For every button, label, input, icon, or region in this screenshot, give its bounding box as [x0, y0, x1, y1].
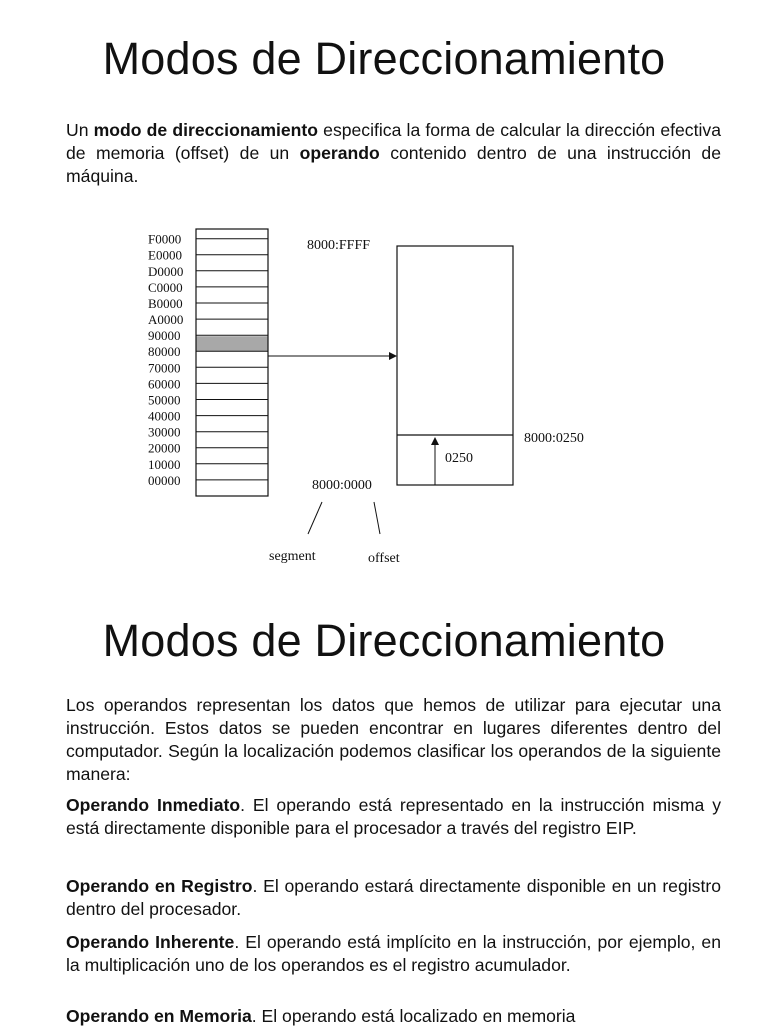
segment-address-label: 50000: [148, 392, 181, 408]
intro-text-1: Un: [66, 120, 94, 140]
offset-caption: offset: [368, 551, 400, 566]
highlighted-segment-cell: [196, 336, 268, 351]
operand-memory-term: Operando en Memoria: [66, 1006, 252, 1026]
segment-caption: segment: [269, 549, 316, 564]
intro-bold-1: modo de direccionamiento: [93, 120, 319, 140]
offset-pointer-line: [374, 502, 380, 534]
intro-text-2: especifica la forma de calcular la dirección efectiva de memoria (offset) de un: [66, 120, 721, 163]
segment-top-label: 8000:FFFF: [307, 238, 371, 253]
operand-inherent-paragraph: [66, 931, 721, 977]
operand-register-text: . El operando estará directamente disponible en un registro dentro del procesador.: [66, 876, 721, 919]
slide-2-title: Modos de Direccionamiento: [102, 615, 666, 666]
segment-box: [397, 246, 513, 485]
segment-address-label: 40000: [148, 408, 181, 424]
slide-1-title: Modos de Direccionamiento: [102, 33, 666, 84]
offset-address-label: 8000:0250: [524, 431, 584, 446]
operand-memory-text: . El operando está localizado en memoria: [251, 1006, 576, 1026]
segment-address-label: C0000: [148, 279, 183, 295]
intro-bold-2: operando: [299, 143, 380, 163]
intro-paragraph: [66, 119, 721, 188]
operand-immediate-text: . El operando está representado en la instrucción misma y está directamente disponible para el procesador a través del registro EIP.: [66, 795, 721, 838]
offset-value-label: 0250: [445, 451, 473, 466]
segment-address-label: 30000: [148, 424, 181, 440]
operand-inherent-text: . El operando está implícito en la instrucción, por ejemplo, en la multiplicación uno de los operandos es el registro acumulador.: [66, 932, 721, 975]
segment-address-label: E0000: [148, 247, 182, 263]
segment-address-label: 10000: [148, 456, 181, 472]
segment-address-label: 80000: [148, 344, 181, 360]
segment-address-label: F0000: [148, 231, 182, 247]
segment-address-label: B0000: [148, 296, 183, 311]
segment-address-label: 70000: [148, 360, 181, 376]
segment-pointer-line: [308, 502, 322, 534]
segment-address-label: 20000: [148, 440, 181, 456]
segment-address-label: D0000: [148, 263, 184, 279]
memory-column-frame: [196, 229, 268, 496]
memory-segment-column: [148, 229, 268, 496]
segment-offset-diagram: [140, 222, 620, 577]
base-address-label: 8000:0000: [312, 478, 372, 493]
operand-register-term: Operando en Registro: [66, 876, 253, 896]
segment-address-label: A0000: [148, 312, 184, 328]
operand-register-paragraph: [66, 875, 721, 921]
segment-address-label: 60000: [148, 376, 181, 392]
slide-2: [0, 600, 768, 1024]
operand-memory-paragraph: [66, 1005, 721, 1028]
operand-inherent-term: Operando Inherente: [66, 932, 235, 952]
operand-immediate-paragraph: [66, 794, 721, 840]
segment-address-label: 00000: [148, 472, 181, 488]
intro-text-3: contenido dentro de una instrucción de máquina.: [66, 143, 722, 186]
segment-address-label: 90000: [148, 328, 181, 344]
operands-intro-paragraph: Los operandos representan los datos que hemos de utilizar para ejecutar una instrucción. Estos datos se pueden encontrar en lugares diferentes dentro del computador. Según la localización podemos clasificar los operandos de la siguiente manera:: [66, 695, 721, 784]
operand-immediate-term: Operando Inmediato: [66, 795, 241, 815]
